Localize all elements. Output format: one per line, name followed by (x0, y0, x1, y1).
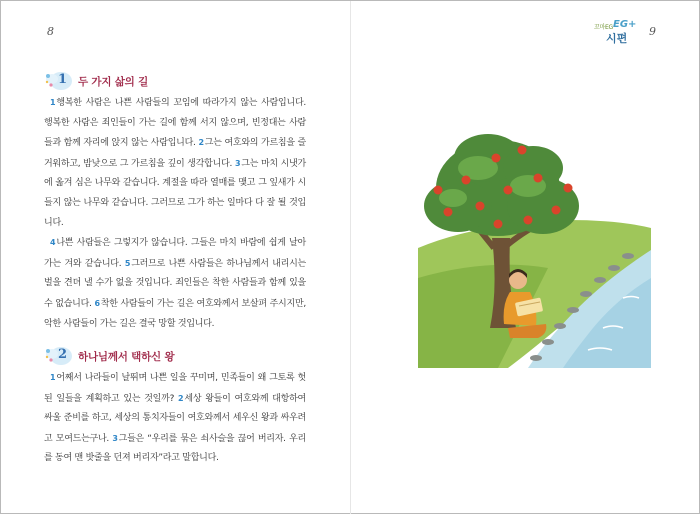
section-1 (44, 69, 306, 334)
verse-text: 그는 마치 시냇가에 옮겨 심은 나무와 같습니다. 계절을 따라 열매를 맺고 그 잎새가 시들지 않는 나무와 같습니다. 그러므로 그가 하는 일마다 다 잘 될 것입니다. (44, 158, 306, 228)
section-number-badge (44, 70, 74, 92)
verse-text: 그는 여호와의 가르침을 즐거워하고, 밤낮으로 그 가르침을 깊이 생각합니다. (44, 138, 307, 169)
verse-text: 나쁜 사람들은 그렇지가 않습니다. 그들은 마치 바람에 쉽게 날아가는 겨와 같습니다. (44, 238, 306, 269)
section-heading (44, 344, 306, 368)
tree-illustration-image (418, 128, 651, 368)
brand-sub-text: 시편 (606, 32, 628, 45)
verse-text: 착한 사람들이 가는 길은 여호와께서 보살펴 주시지만, 악한 사람들이 가는 길은 결국 망할 것입니다. (44, 298, 306, 329)
right-page-number: 9 (649, 25, 656, 38)
verse-text: 행복한 사람은 나쁜 사람들의 꼬임에 따라가지 않는 사람입니다. 행복한 사람은 죄인들이 가는 길에 함께 서지 않으며, 빈정대는 사람들과 함께 자리에 앉지 않는 사람입니다. (44, 98, 306, 149)
section-number: 2 (58, 347, 68, 362)
verse-text: 그들은 “우리를 묶은 쇠사슬을 끊어 버리자. 우리를 동여 맨 밧줄을 던져 버리자”라고 말합니다. (44, 433, 306, 464)
page-gutter (350, 1, 351, 514)
section-number: 1 (58, 72, 68, 87)
verse-number: 3 (112, 433, 118, 443)
paragraph (44, 233, 306, 334)
verse-number: 4 (50, 238, 56, 248)
section-number-badge (44, 345, 74, 367)
brand-eg-text: EG+ (613, 19, 637, 30)
verse-text: 세상 왕들이 여호와께 대항하여 싸울 준비를 하고, 세상의 통치자들이 여호와께서 세우신 왕과 싸우려고 모여드는구나. (44, 393, 306, 444)
section-heading (44, 69, 306, 93)
paragraph (44, 368, 306, 469)
verse-number: 3 (234, 158, 241, 168)
verse-number: 2 (198, 138, 204, 148)
verse-text: 어째서 나라들이 날뛰며 나쁜 일을 꾸미며, 민족들이 왜 그토록 헛된 일들을 계획하고 있는 것일까? (44, 373, 306, 404)
verse-text: 그러므로 나쁜 사람들은 하나님께서 내리시는 벌을 견뎌 낼 수가 없을 것입니다. 죄인들은 착한 사람들과 함께 있을 수 없습니다. (44, 258, 306, 309)
section-2 (44, 344, 306, 469)
section-title: 하나님께서 택하신 왕 (78, 350, 175, 363)
paragraph (44, 93, 306, 233)
brand-small-text: 꼬마EG (594, 24, 613, 31)
section-body (44, 93, 306, 334)
verse-number: 1 (50, 98, 56, 107)
brand-logo (594, 19, 642, 45)
left-page-number: 8 (47, 25, 54, 38)
verse-number: 5 (124, 258, 131, 268)
tree-by-stream-illustration (418, 128, 651, 368)
verse-number: 6 (94, 298, 100, 308)
verse-number: 1 (50, 373, 56, 382)
section-body (44, 368, 306, 469)
section-title: 두 가지 삶의 길 (78, 75, 149, 88)
verse-number: 2 (178, 393, 184, 403)
